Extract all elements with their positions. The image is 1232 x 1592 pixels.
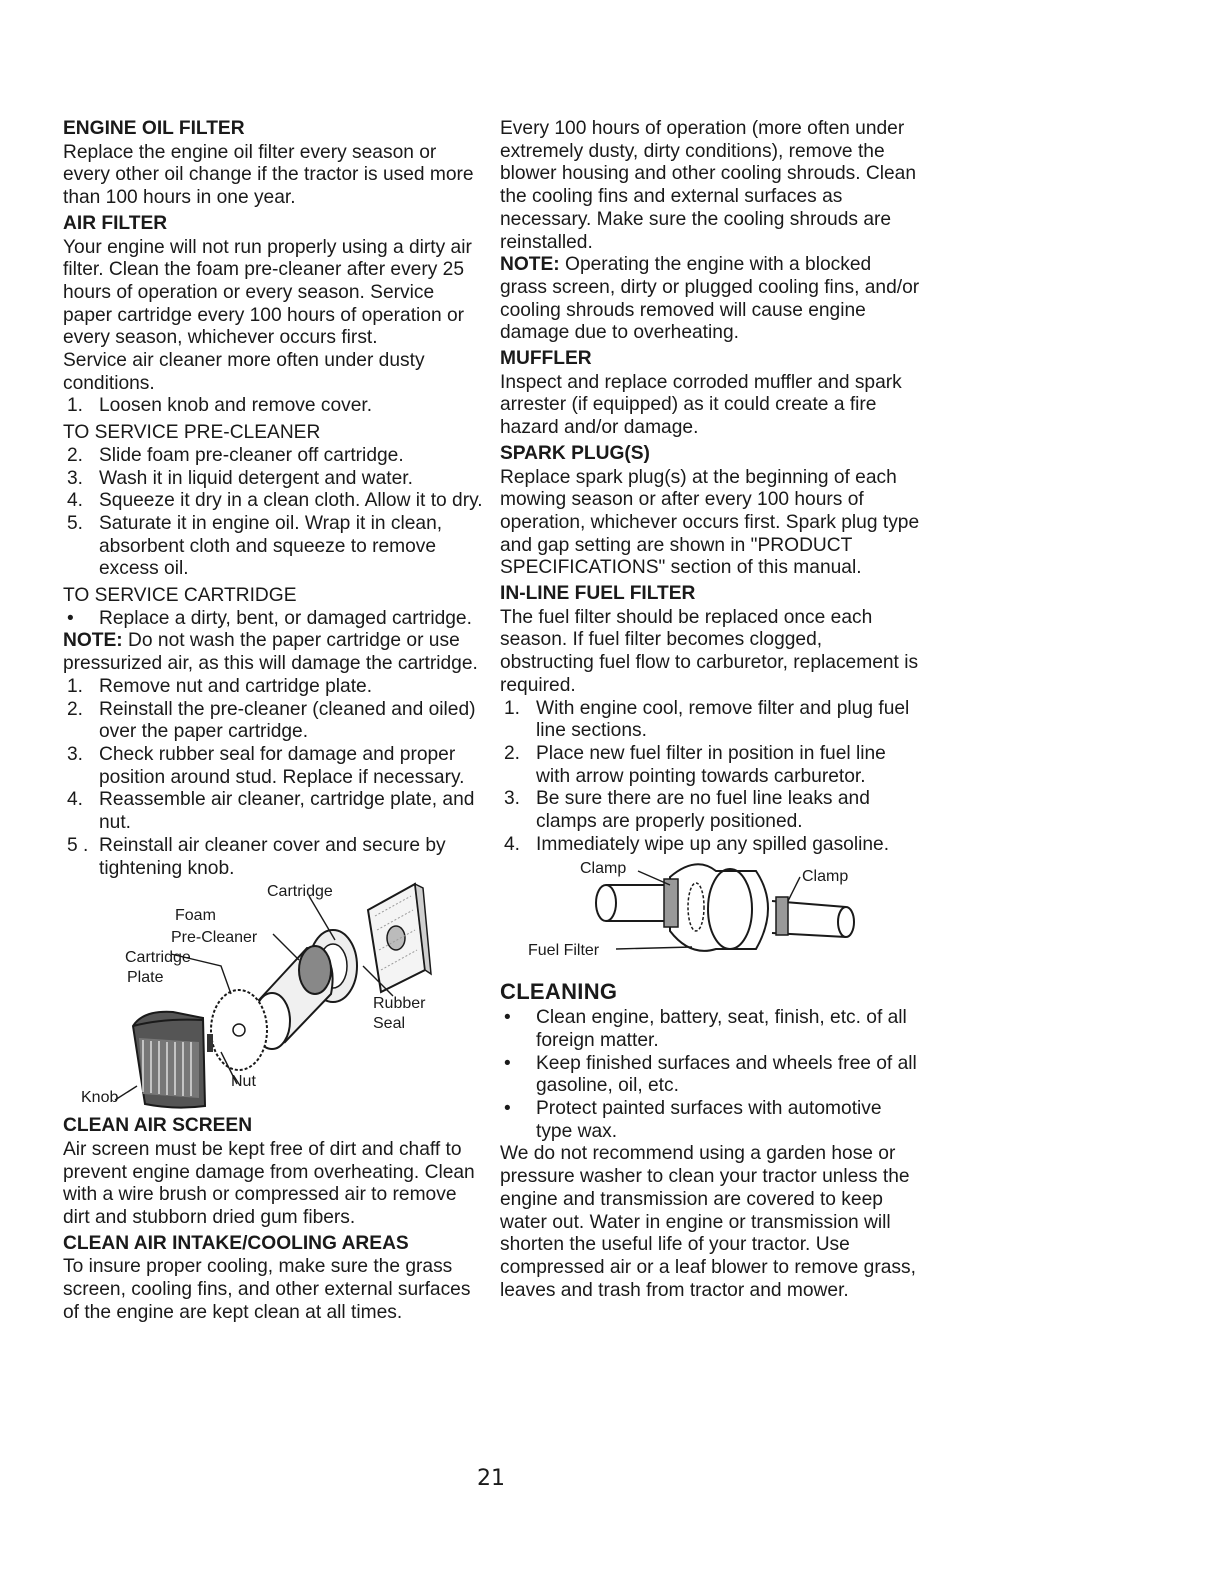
fuel-filter-steps <box>500 698 920 857</box>
list-item: 1. Loosen knob and remove cover. <box>67 395 373 417</box>
intake-heading: CLEAN AIR INTAKE/COOLING AREAS <box>63 1232 409 1254</box>
list-item: 4. Squeeze it dry in a clean cloth. Allow it to dry. <box>67 490 483 512</box>
fuel-filter-part <box>664 864 768 951</box>
fuel-line-right <box>772 897 854 937</box>
page-number: 21 <box>477 1466 505 1491</box>
cartridge-plate-part <box>211 990 267 1070</box>
label-nut: Nut <box>231 1073 256 1091</box>
list-item: 2. Reinstall the pre-cleaner (cleaned and oiled) over the paper cartridge. <box>67 698 476 743</box>
list-item: • Replace a dirty, bent, or damaged cartridge. <box>67 607 472 629</box>
list-item: 4. Immediately wipe up any spilled gasoline. <box>504 833 890 855</box>
muffler-text: Inspect and replace corroded muffler and spark arrester (if equipped) as it could create a fire hazard and/or damage. <box>500 371 902 439</box>
label-clamp-left: Clamp <box>580 859 627 877</box>
list-item: 3. Be sure there are no fuel line leaks and clamps are properly positioned. <box>504 788 870 833</box>
muffler-heading: MUFFLER <box>500 348 592 370</box>
cleaning-heading: CLEANING <box>500 978 618 1004</box>
label-knob: Knob <box>81 1089 119 1107</box>
air-cleaner-cover-part <box>133 1012 213 1108</box>
intake-text: To insure proper cooling, make sure the grass screen, cooling fins, and other external surfaces of the engine are kept clean at all times. <box>63 1256 471 1323</box>
list-item: 1. With engine cool, remove filter and plug fuel line sections. <box>504 697 910 742</box>
label-clamp-right: Clamp <box>802 867 849 885</box>
label-rubber: Rubber <box>373 995 426 1013</box>
cleaning-text: We do not recommend using a garden hose or pressure washer to clean your tractor unless the engine and transmission are covered to keep water out. Water in engine or transmission will shorten the useful life of your tractor. Use compressed air or a leaf blower to remove grass, leaves and trash from tractor and mower. <box>500 1143 916 1301</box>
left-column <box>63 118 483 1325</box>
cartridge-steps <box>63 676 483 880</box>
intake-continued-text: Every 100 hours of operation (more often under extremely dusty, dirty conditions), remove the blower housing and other cooling shrouds. Clean the cooling fins and external surfaces as necessary. Make sure the cooling shrouds are reinstalled. <box>500 118 916 253</box>
label-plate: Plate <box>127 969 164 987</box>
pre-cleaner-heading: TO SERVICE PRE-CLEANER <box>63 422 321 444</box>
cartridge-bullets <box>63 608 483 631</box>
list-item: • Protect painted surfaces with automotive type wax. <box>504 1098 882 1142</box>
air-screen-heading: CLEAN AIR SCREEN <box>63 1115 253 1137</box>
air-filter-step-list <box>63 395 483 418</box>
fuel-line-left <box>596 885 670 921</box>
air-filter-dusty-text: Service air cleaner more often under dusty conditions. <box>63 350 425 394</box>
right-column <box>500 118 920 1302</box>
spark-plug-heading: SPARK PLUG(S) <box>500 442 650 464</box>
list-item: 5 . Reinstall air cleaner cover and secure by tightening knob. <box>67 834 446 879</box>
fuel-filter-heading: IN-LINE FUEL FILTER <box>500 583 696 605</box>
label-cartridge-plate: Cartridge <box>125 949 191 967</box>
fuel-filter-diagram <box>520 857 920 967</box>
air-filter-heading: AIR FILTER <box>63 212 168 234</box>
label-fuel-filter: Fuel Filter <box>528 941 600 959</box>
cartridge-heading: TO SERVICE CARTRIDGE <box>63 585 297 607</box>
air-cleaner-diagram <box>63 870 483 1125</box>
list-item: • Keep finished surfaces and wheels free of all gasoline, oil, etc. <box>504 1052 917 1097</box>
label-cartridge: Cartridge <box>267 883 333 901</box>
air-filter-text: Your engine will not run properly using a dirty air filter. Clean the foam pre-cleaner after every 25 hours of operation or every season. Service paper cartridge every 100 hours of operation or every season, whichever occurs first. <box>63 236 472 349</box>
label-foam: Foam <box>175 907 216 925</box>
pre-cleaner-steps <box>63 445 483 581</box>
label-pre-cleaner: Pre-Cleaner <box>171 929 258 947</box>
list-item: 2. Slide foam pre-cleaner off cartridge. <box>67 444 404 466</box>
list-item: 4. Reassemble air cleaner, cartridge plate, and nut. <box>67 789 475 834</box>
list-item: 1. Remove nut and cartridge plate. <box>67 675 373 697</box>
air-screen-text: Air screen must be kept free of dirt and chaff to prevent engine damage from overheating. Clean with a wire brush or compressed air to remove dirt and stubborn dried gum fibers. <box>63 1138 475 1229</box>
label-seal: Seal <box>373 1015 406 1033</box>
oil-filter-text: Replace the engine oil filter every season or every other oil change if the tractor is used more than 100 hours in one year. <box>63 141 474 209</box>
intake-note: NOTE: Operating the engine with a blocked grass screen, dirty or plugged cooling fins, and/or cooling shrouds removed will cause engine damage due to overheating. <box>500 254 920 344</box>
cartridge-part <box>368 884 431 992</box>
fuel-filter-text: The fuel filter should be replaced once each season. If fuel filter becomes clogged, obstructing fuel flow to carburetor, replacement is required. <box>500 606 919 696</box>
cleaning-bullets <box>500 1007 920 1143</box>
oil-filter-heading: ENGINE OIL FILTER <box>63 118 245 139</box>
list-item: • Clean engine, battery, seat, finish, etc. of all foreign matter. <box>504 1007 907 1051</box>
spark-plug-text: Replace spark plug(s) at the beginning of each mowing season or after every 100 hours of operation, whichever occurs first. Spark plug type and gap setting are shown in "PRODUCT SPECIFICATIONS" section of this manual. <box>500 466 920 579</box>
list-item: 2. Place new fuel filter in position in fuel line with arrow pointing towards carburetor. <box>504 742 886 787</box>
list-item: 3. Wash it in liquid detergent and water. <box>67 467 413 489</box>
list-item: 5. Saturate it in engine oil. Wrap it in clean, absorbent cloth and squeeze to remove excess oil. <box>67 512 443 580</box>
list-item: 3. Check rubber seal for damage and proper position around stud. Replace if necessary. <box>67 743 465 788</box>
cartridge-note: NOTE: Do not wash the paper cartridge or use pressurized air, as this will damage the cartridge. <box>63 630 478 675</box>
